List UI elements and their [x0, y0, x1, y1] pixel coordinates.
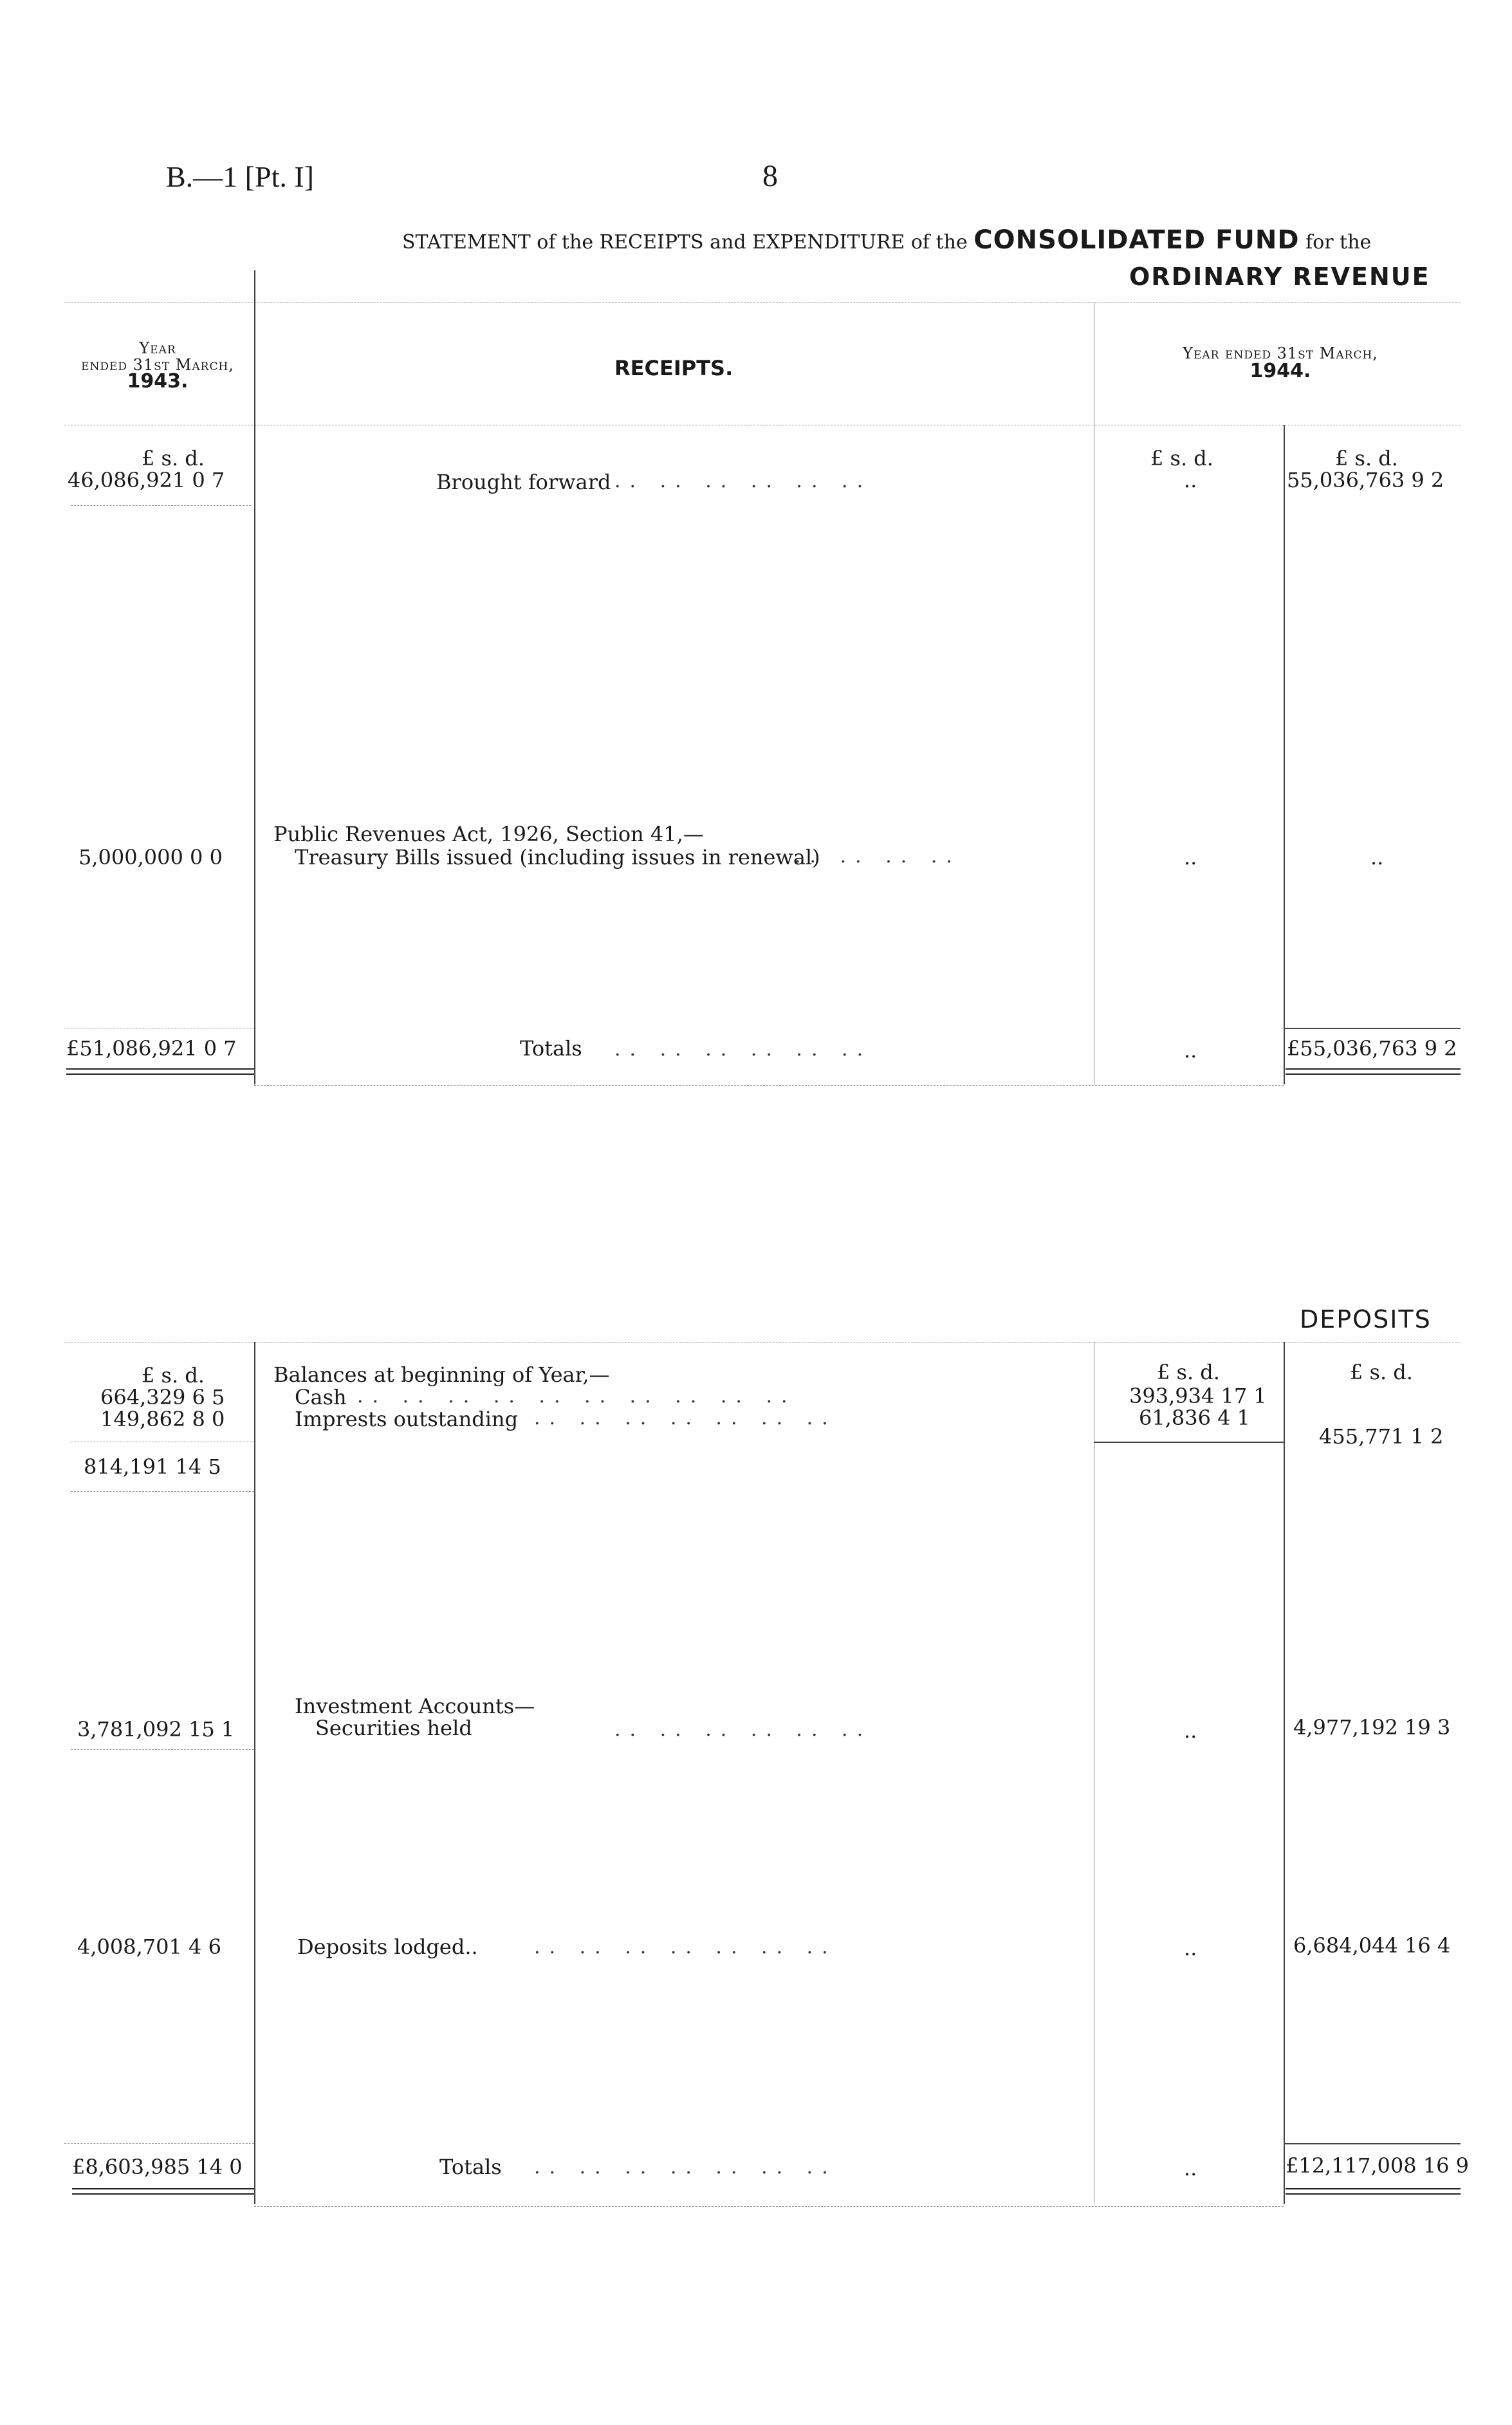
page-reference: B.—1 [Pt. I] — [166, 160, 314, 193]
dep-totals-mid: .. — [1184, 2156, 1197, 2180]
balances-subtotal-rule — [71, 1491, 254, 1492]
left-year-line1: Year — [139, 339, 176, 357]
top-table-bottom-rule — [254, 1085, 1284, 1086]
top-totals-dots: .. .. .. .. .. .. — [614, 1038, 872, 1061]
dep-totals-dots: .. .. .. .. .. .. .. — [534, 2156, 837, 2179]
balances-right: 455,771 1 2 — [1319, 1424, 1444, 1449]
top-totals-double-right-1 — [1286, 1068, 1461, 1070]
cash-prev: 664,329 6 5 — [100, 1385, 225, 1409]
balances-mid-rule — [1094, 1442, 1284, 1443]
title-suffix: for the — [1305, 231, 1372, 254]
imprests-mid: 61,836 4 1 — [1139, 1406, 1251, 1430]
top-totals-right: £55,036,763 9 2 — [1287, 1036, 1457, 1061]
treasury-bills-prev: 5,000,000 0 0 — [78, 845, 223, 869]
cash-mid: 393,934 17 1 — [1129, 1384, 1267, 1408]
dep-currency-right: £ s. d. — [1350, 1360, 1413, 1384]
top-col-rule-1 — [254, 270, 255, 1084]
top-totals-mid: .. — [1184, 1038, 1197, 1063]
left-year-header — [64, 339, 251, 393]
right-year-header — [1107, 344, 1454, 380]
dep-totals-double-right-1 — [1286, 2188, 1461, 2189]
public-revenues-label: Public Revenues Act, 1926, Section 41,— — [273, 822, 704, 846]
deposits-heading: DEPOSITS — [1300, 1305, 1432, 1333]
cash-dots: .. .. .. .. .. .. .. .. .. .. — [357, 1385, 797, 1408]
securities-held-label: Securities held — [315, 1716, 472, 1740]
dep-totals-double-right-2 — [1286, 2193, 1461, 2195]
top-totals-rule-right — [1284, 1028, 1461, 1029]
right-year-value: 1944. — [1249, 360, 1311, 382]
dep-totals-double-left-1 — [72, 2188, 254, 2189]
imprests-prev: 149,862 8 0 — [100, 1407, 225, 1431]
investment-accounts-label: Investment Accounts— — [295, 1694, 535, 1718]
page-number: 8 — [762, 159, 778, 193]
treasury-bills-mid: .. — [1184, 845, 1197, 869]
dep-col-rule-1 — [254, 1342, 255, 2204]
securities-held-dots: .. .. .. .. .. .. — [614, 1718, 872, 1741]
cash-label: Cash — [295, 1385, 347, 1409]
right-year-line1: Year ended 31st March, — [1183, 344, 1378, 362]
dep-totals-rule-right — [1284, 2143, 1461, 2144]
top-totals-double-left-1 — [66, 1068, 254, 1070]
dep-totals-label: Totals — [439, 2155, 502, 2179]
dep-totals-rule-left — [64, 2143, 254, 2144]
securities-prev-rule — [71, 1749, 254, 1750]
top-totals-double-left-2 — [66, 1073, 254, 1075]
left-year-line2: ended 31st March, — [81, 356, 234, 374]
treasury-bills-label: Treasury Bills issued (including issues in renewal) — [295, 845, 820, 869]
top-col-rule-3 — [1284, 425, 1285, 1084]
receipts-header: RECEIPTS. — [614, 356, 733, 380]
title-prefix: STATEMENT of the RECEIPTS and EXPENDITURE of the — [402, 231, 968, 254]
brought-forward-right: 55,036,763 9 2 — [1287, 468, 1444, 492]
left-year-value: 1943. — [127, 370, 189, 393]
treasury-bills-dots: .. .. .. .. — [795, 845, 961, 868]
top-totals-label: Totals — [520, 1036, 582, 1061]
statement-title — [402, 225, 1371, 255]
brought-forward-label: Brought forward — [436, 470, 611, 494]
top-table-rule — [64, 302, 1461, 303]
brought-forward-dots: .. .. .. .. .. .. — [614, 470, 872, 492]
balances-subtotal-prev: 814,191 14 5 — [84, 1454, 221, 1479]
imprests-dots: .. .. .. .. .. .. .. — [534, 1407, 837, 1429]
title-bold: CONSOLIDATED FUND — [973, 225, 1300, 255]
imprests-label: Imprests outstanding — [295, 1407, 519, 1431]
balances-label: Balances at beginning of Year,— — [273, 1362, 610, 1387]
dep-currency-left: £ s. d. — [142, 1363, 205, 1388]
brought-forward-mid: .. — [1184, 468, 1197, 492]
dep-totals-double-left-2 — [72, 2193, 254, 2195]
dep-totals-right: £12,117,008 16 9 — [1286, 2153, 1469, 2178]
brought-forward-prev: 46,086,921 0 7 — [68, 468, 225, 492]
deposits-lodged-right: 6,684,044 16 4 — [1293, 1933, 1451, 1958]
ordinary-revenue-heading: ORDINARY REVENUE — [1129, 263, 1430, 291]
top-totals-prev: £51,086,921 0 7 — [66, 1036, 237, 1061]
treasury-bills-right: .. — [1370, 845, 1384, 869]
securities-held-mid: .. — [1184, 1718, 1197, 1743]
dep-currency-mid: £ s. d. — [1157, 1360, 1220, 1384]
top-currency-mid: £ s. d. — [1150, 446, 1213, 470]
dep-table-bottom-rule — [254, 2206, 1284, 2207]
top-currency-right: £ s. d. — [1335, 446, 1398, 470]
dep-totals-prev: £8,603,985 14 0 — [72, 2155, 243, 2179]
deposits-lodged-label: Deposits lodged.. — [297, 1935, 478, 1959]
securities-held-prev: 3,781,092 15 1 — [77, 1717, 235, 1742]
securities-held-right: 4,977,192 19 3 — [1293, 1715, 1451, 1740]
dep-col-rule-3 — [1284, 1342, 1285, 2204]
top-totals-double-right-2 — [1286, 1073, 1461, 1075]
brought-forward-prev-rule — [71, 505, 251, 506]
deposits-lodged-mid: .. — [1184, 1936, 1197, 1960]
top-currency-left: £ s. d. — [142, 446, 205, 470]
deposits-lodged-dots: .. .. .. .. .. .. .. — [534, 1936, 837, 1958]
deposits-lodged-prev: 4,008,701 4 6 — [77, 1935, 221, 1959]
deposits-top-rule — [64, 1342, 1461, 1343]
